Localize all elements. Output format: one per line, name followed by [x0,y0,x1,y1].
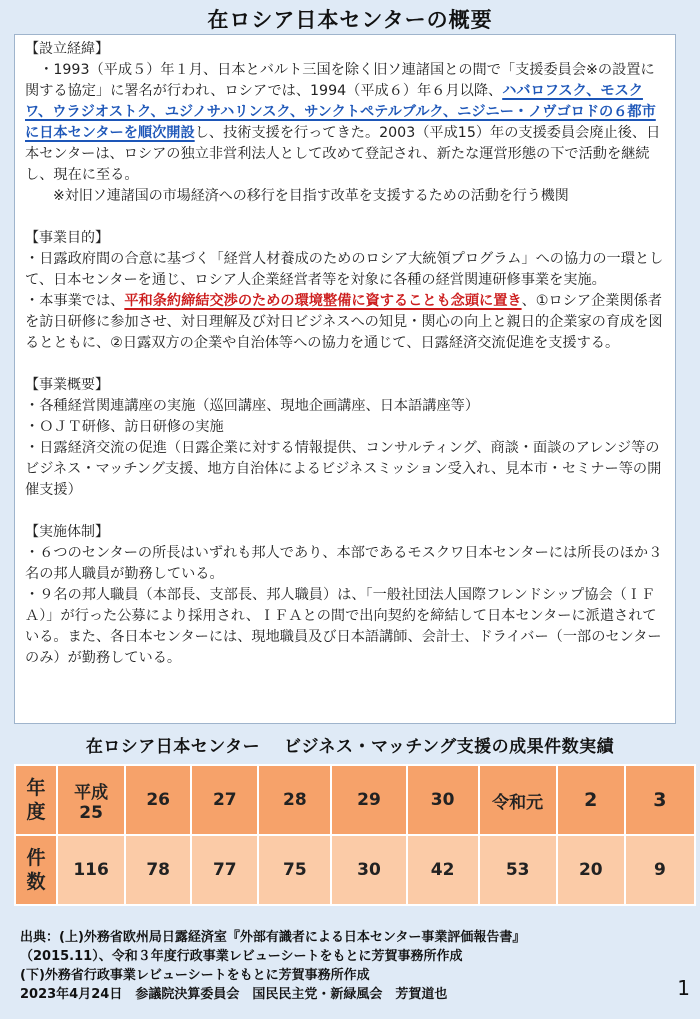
section-heading-structure: 【実施体制】 [25,524,109,540]
establishment-note: ※対旧ソ連諸国の市場経済への移行を目指す改革を支援するための活動を行う機関 [53,188,569,204]
year-cell: 29 [331,765,406,835]
count-cell: 116 [57,835,125,905]
year-cell: 令和元 [479,765,557,835]
year-header-cell: 年 度 [15,765,57,835]
overview-panel [14,34,676,724]
results-table [14,764,696,906]
source-line: （2015.11）、令和３年度行政事業レビューシートをもとに芳賀事務所作成 [20,949,463,964]
year-row [15,765,695,835]
year-cell: 30 [407,765,479,835]
count-cell: 78 [125,835,191,905]
count-cell: 42 [407,835,479,905]
structure-item: ・６つのセンターの所長はいずれも邦人であり、本部であるモスクワ日本センターには所長のほか３名の邦人職員が勤務している。 [25,545,663,582]
establishment-text-a: ・1993（平成５）年１月、日本とバルト三国を除く旧ソ連諸国との間で「支援委員会※の設置に関する協定」に署名が行われ、ロシアでは、1994（平成６）年６月以降、 [25,62,655,99]
count-cell: 30 [331,835,406,905]
section-heading-purpose: 【事業目的】 [25,230,109,246]
year-cell: 27 [191,765,258,835]
page-title: 在ロシア日本センターの概要 [207,8,493,32]
source-line: 2023年4月24日 参議院決算委員会 国民民主党・新緑風会 芳賀道也 [20,987,448,1002]
count-cell: 75 [258,835,331,905]
overview-item: ・ＯＪＴ研修、訪日研修の実施 [25,419,224,435]
count-header-cell: 件 数 [15,835,57,905]
year-cell: 3 [625,765,695,835]
overview-item: ・各種経営関連講座の実施（巡回講座、現地企画講座、日本語講座等） [25,398,480,414]
structure-item: ・９名の邦人職員（本部長、支部長、邦人職員）は、「一般社団法人国際フレンドシップ協会（ＩＦＡ）」が行った公募により採用され、ＩＦＡとの間で出向契約を締結して日本センターに派遣されている。また、各日本センターには、現地職員及び日本語講師、会計士、ドライバー（一部のセンターのみ）が勤務している。 [25,587,662,666]
count-cell: 20 [557,835,625,905]
year-cell: 28 [258,765,331,835]
purpose-text-c: 、①ロシア企業関係者を訪日研修に参加させ、対日理解及び対日ビジネスへの知見・関心の向上と親日的企業家の育成を図るとともに、②日露双方の企業や自治体等への協力を通じて、日露経済交流促進を支援する。 [25,293,663,351]
table-title: 在ロシア日本センター ビジネス・マッチング支援の成果件数実績 [85,737,615,757]
year-cell: 平成 25 [57,765,125,835]
six-cities-highlight: ハバロフスク、モスクワ、ウラジオストク、ユジノサハリンスク、サンクトペテルブルク、ニジニー・ノヴゴロドの６都市に日本センターを順次開設 [25,83,656,141]
count-cell: 77 [191,835,258,905]
purpose-text-a: ・本事業では、 [25,293,125,309]
section-heading-establishment: 【設立経緯】 [25,41,109,57]
purpose-paragraph-1: ・日露政府間の合意に基づく「経営人材養成のためのロシア大統領プログラム」への協力の一環として、日本センターを通じ、ロシア人企業経営者等を対象に各種の経営関連研修事業を実施。 [25,251,664,288]
peace-treaty-highlight: 平和条約締結交渉のための環境整備に資することも念頭に置き [124,293,522,309]
count-cell: 53 [479,835,557,905]
establishment-paragraph [25,60,667,186]
year-cell: 26 [125,765,191,835]
purpose-paragraph-2 [25,291,667,354]
overview-item: ・日露経済交流の促進（日露企業に対する情報提供、コンサルティング、商談・面談のアレンジ等のビジネス・マッチング支援、地方自治体によるビジネスミッション受入れ、見本市・セミナー等の開催支援） [25,440,662,498]
source-notes [20,928,660,1004]
establishment-text-c: し、技術支援を行ってきた。2003（平成15）年の支援委員会廃止後、日本センターは、ロシアの独立非営利法人として改めて登記され、新たな運営形態の下で活動を継続し、現在に至る。 [25,125,661,183]
count-row [15,835,695,905]
page-number: 1 [677,976,690,1000]
count-cell: 9 [625,835,695,905]
source-line: (下)外務省行政事業レビューシートをもとに芳賀事務所作成 [20,968,370,983]
section-heading-overview: 【事業概要】 [25,377,109,393]
year-cell: 2 [557,765,625,835]
source-line: 出典：(上)外務省欧州局日露経済室『外部有識者による日本センター事業評価報告書』 [20,930,526,945]
